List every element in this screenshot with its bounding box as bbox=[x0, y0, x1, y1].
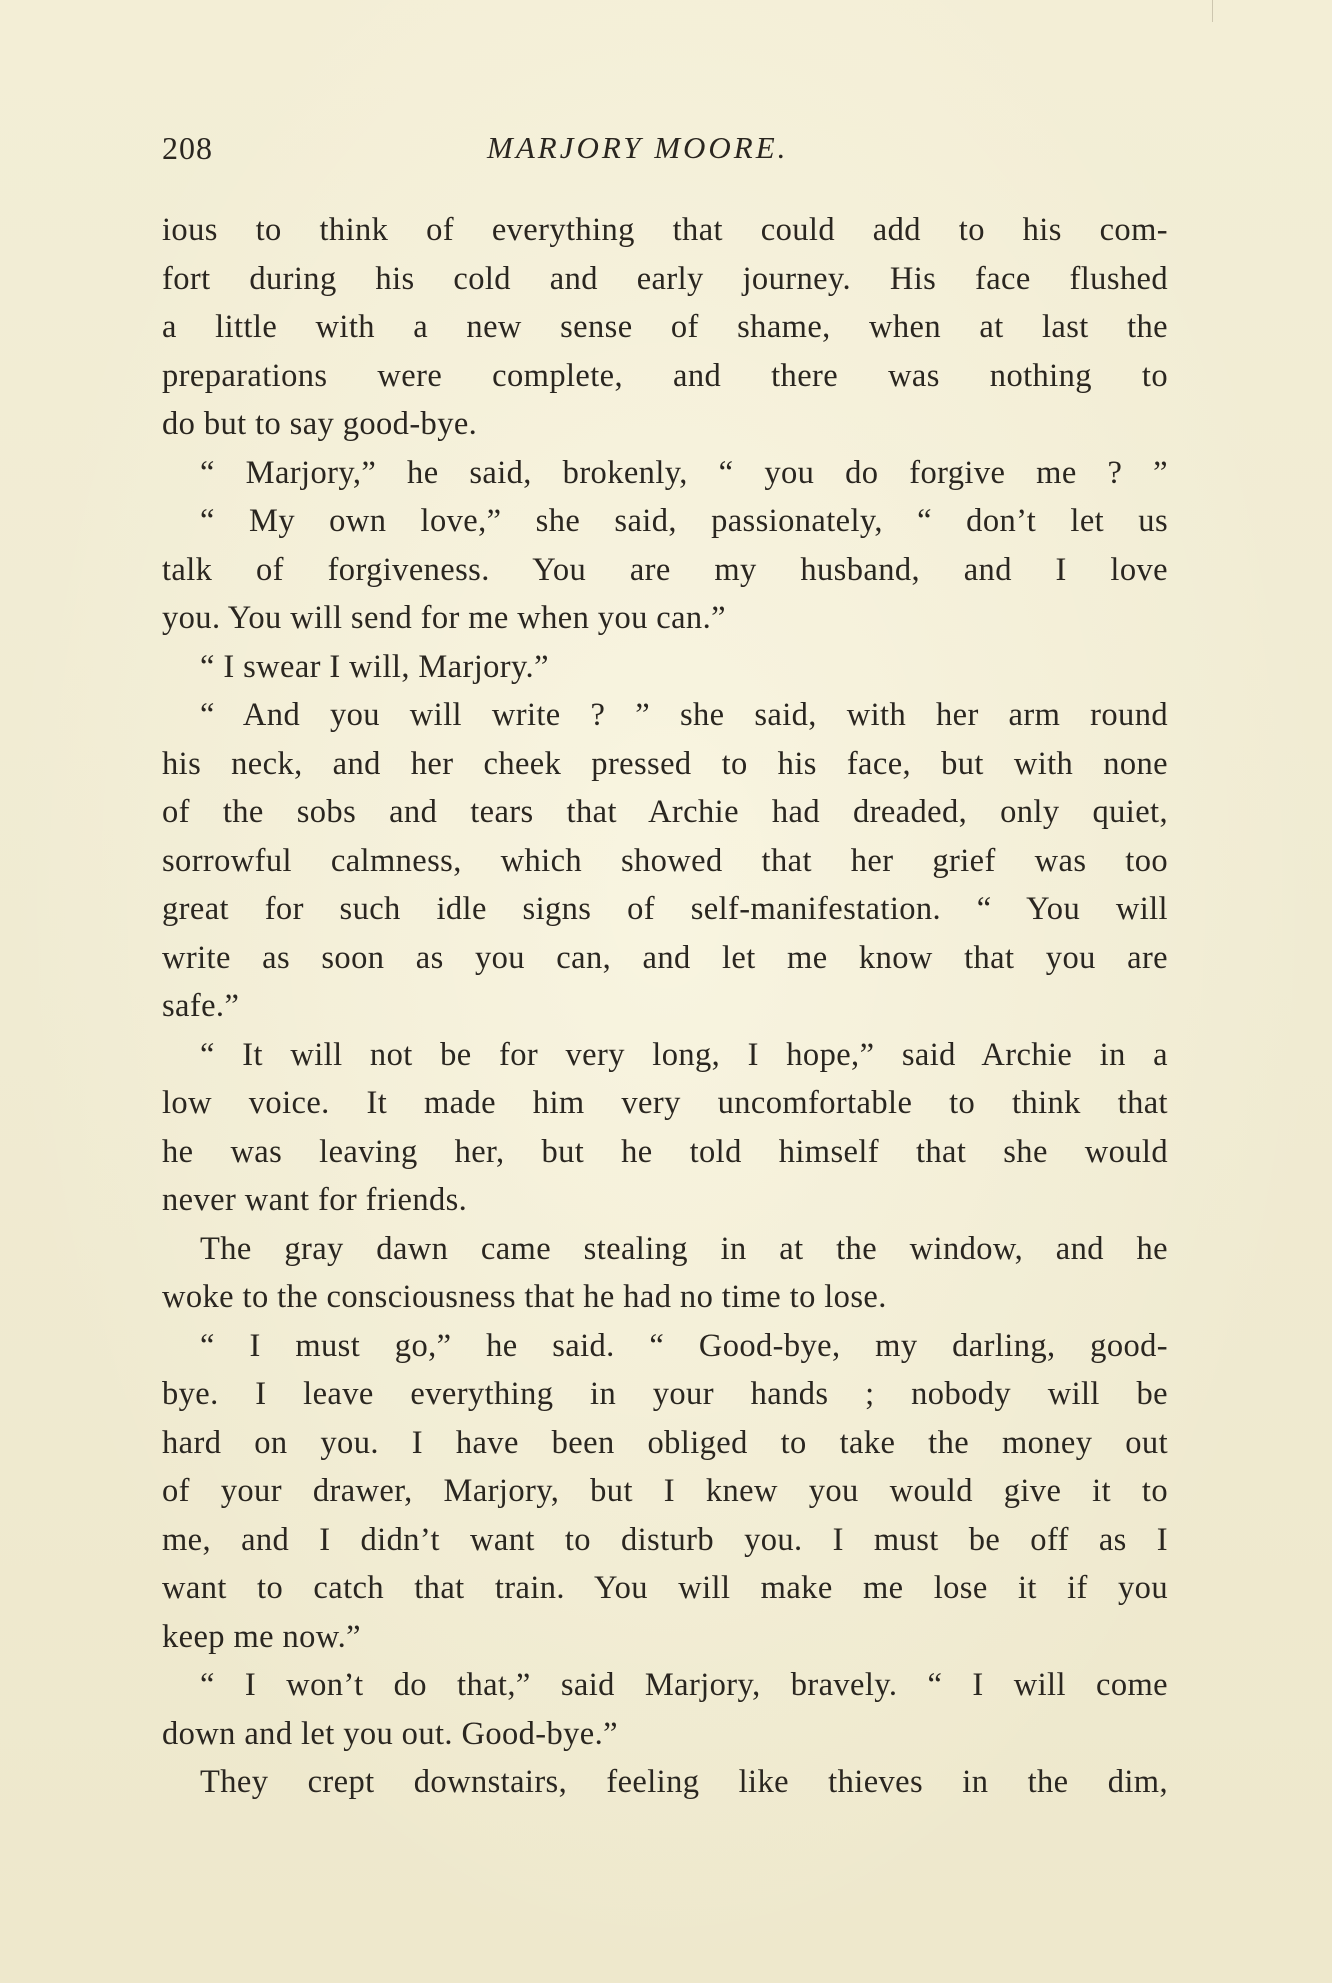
text-line: he was leaving her, but he told himself that she would bbox=[162, 1133, 1168, 1170]
text-line: sorrowful calmness, which showed that her grief was too bbox=[162, 842, 1168, 879]
text-line: you. You will send for me when you can.” bbox=[162, 600, 726, 636]
text-line: “ My own love,” she said, passionately, “ don’t let us bbox=[200, 503, 1168, 539]
text-line: do but to say good-bye. bbox=[162, 406, 478, 442]
text-line: “ I won’t do that,” said Marjory, bravely. “ I will come bbox=[200, 1667, 1168, 1703]
text-line: his neck, and her cheek pressed to his face, but with none bbox=[162, 745, 1168, 782]
text-line: safe.” bbox=[162, 988, 240, 1024]
text-line: low voice. It made him very uncomfortable to think that bbox=[162, 1085, 1168, 1121]
text-line: preparations were complete, and there was nothing to bbox=[162, 357, 1168, 394]
text-line: “ I swear I will, Marjory.” bbox=[200, 648, 549, 685]
text-line: “ I must go,” he said. “ Good-bye, my darling, good- bbox=[200, 1327, 1168, 1364]
text-line: The gray dawn came stealing in at the window, and he bbox=[200, 1230, 1168, 1267]
text-line: a little with a new sense of shame, when at last the bbox=[162, 309, 1168, 345]
text-line: “ It will not be for very long, I hope,” said Archie in a bbox=[200, 1036, 1168, 1073]
text-line: of the sobs and tears that Archie had dreaded, only quiet, bbox=[162, 794, 1168, 830]
text-line: fort during his cold and early journey. His face flushed bbox=[162, 260, 1168, 297]
text-line: ious to think of everything that could add to his com- bbox=[162, 212, 1168, 248]
text-line: down and let you out. Good-bye.” bbox=[162, 1715, 618, 1752]
text-line: me, and I didn’t want to disturb you. I must be off as I bbox=[162, 1521, 1168, 1558]
text-line: great for such idle signs of self-manifestation. “ You will bbox=[162, 891, 1168, 927]
text-line: hard on you. I have been obliged to take the money out bbox=[162, 1424, 1168, 1461]
text-line: of your drawer, Marjory, but I knew you would give it to bbox=[162, 1473, 1168, 1509]
body-text bbox=[162, 206, 1168, 1807]
text-line: never want for friends. bbox=[162, 1182, 468, 1218]
text-line: woke to the consciousness that he had no time to lose. bbox=[162, 1279, 887, 1315]
text-line: bye. I leave everything in your hands ; nobody will be bbox=[162, 1376, 1168, 1412]
text-line: They crept downstairs, feeling like thieves in the dim, bbox=[200, 1764, 1168, 1800]
page-number: 208 bbox=[162, 130, 213, 166]
text-line: talk of forgiveness. You are my husband, and I love bbox=[162, 551, 1168, 588]
text-line: “ And you will write ? ” she said, with her arm round bbox=[200, 697, 1168, 733]
text-line: keep me now.” bbox=[162, 1618, 361, 1655]
text-line: want to catch that train. You will make me lose it if you bbox=[162, 1570, 1168, 1606]
page-header bbox=[162, 130, 1168, 170]
text-line: “ Marjory,” he said, brokenly, “ you do forgive me ? ” bbox=[200, 454, 1168, 491]
pencil-mark bbox=[1212, 0, 1213, 22]
running-head: MARJORY MOORE. bbox=[487, 130, 789, 165]
text-line: write as soon as you can, and let me know that you are bbox=[162, 939, 1168, 976]
